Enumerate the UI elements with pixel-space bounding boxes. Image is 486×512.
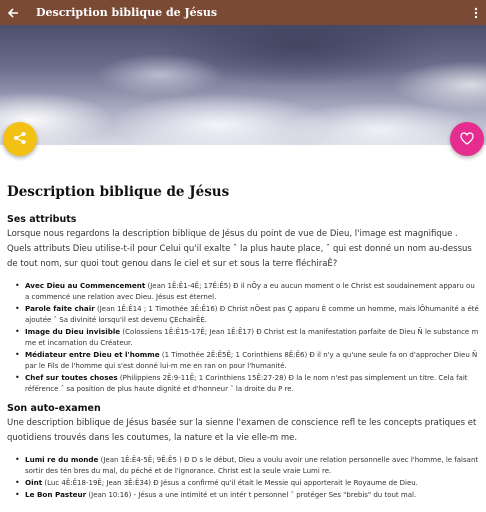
item-text: (Jean 10:16) - Jésus a une intimité et un intér t personnel ˆ protéger Ses "brebis" du tout mal. [88,491,417,499]
article-title: Description biblique de Jésus [7,184,230,200]
item-term: Le Bon Pasteur [25,490,87,499]
more-vert-icon[interactable] [474,0,478,25]
list-item [25,372,479,395]
header-image-clouds [0,25,486,145]
item-term: Parole faite chair [25,304,95,313]
list-item [25,280,479,303]
attributes-list [7,280,479,395]
item-text: (Colossiens 1Ê:Ê15-17Ê; Jean 1Ê:Ê17) Ð Christ est la manifestation parfaite de Dieu Ñ le substance m me et incarnation du Créateur. [25,328,479,347]
list-item [25,303,479,326]
item-text: (Luc 4Ê:Ê18-19Ê; Jean 3Ê:Ê34) Ð Jésus a confirmé qu'il était le Messie qui apporterait le Royaume de Dieu. [44,479,418,487]
section-intro: Une description biblique de Jésus basée sur la sienne l'examen de conscience refl te les concepts pratiques et quotidiens trouvés dans les coutumes, la nature et la vie elle-m me. [7,418,477,443]
item-text: (Philippiens 2Ê:9-11Ê; 1 Corinthiens 15Ê:27-28) Ð la le nom n'est pas simplement un titre. Cela fait référence ˆ sa position de plus haute dignité et d'honneur ˆ la droite du P re. [25,374,468,393]
item-term: Lumi re du monde [25,455,99,464]
arrow-left-icon[interactable] [0,0,26,25]
item-term: Oint [25,478,43,487]
section-heading: Ses attributs [7,214,77,225]
item-text: (1 Timothée 2Ê:Ê5Ê; 1 Corinthiens 8Ê:Ê6) Ð il n'y a qu'une seule fa on d'approcher Dieu Ñ par le Fils de l'homme qui s'est donné lui-m me en ran on pour l'humanité. [25,351,478,370]
list-item [25,349,479,372]
section-intro: Lorsque nous regardons la description biblique de Jésus du point de vue de Dieu, l'image est magnifique . Quels attributs Dieu utilise-t-il pour Celui qu'il exalte ˆ la plus haute place, ˆ qui est donné un nom au-dessus de tout nom, sur quoi tout genou dans le ciel et sur et sous la terre fléchiraÊ? [7,229,472,269]
list-item [25,326,479,349]
list-item [25,489,479,501]
app-bar-title: Description biblique de Jésus [36,6,218,19]
section-heading: Son auto-examen [7,403,101,414]
item-text: (Jean 1Ê:Ê4-5Ê; 9Ê:Ê5 ) Ð D s le début, Dieu a voulu avoir une relation personnelle avec l'homme, le faisant sortir des tén bres du mal, du péché et de l'ignorance. Christ est la seule vraie Lumi re. [25,456,479,475]
item-term: Médiateur entre Dieu et l'homme [25,350,160,359]
item-text: (Jean 1Ê:Ê1-4Ê; 17Ê:Ê5) Ð il nÕy a eu aucun moment o le Christ est soudainement apparu ou a commencé une relation avec Dieu. Jésus est éternel. [25,282,475,301]
share-icon [13,130,27,149]
share-button[interactable] [3,122,37,156]
list-item [25,454,479,477]
item-term: Image du Dieu invisible [25,327,121,336]
heart-icon [460,130,474,149]
app-bar [0,0,486,25]
item-text: (Jean 1Ê:Ê14 ; 1 Timothée 3Ê:Ê16) Ð Christ nÕest pas Ç apparu È comme un homme, mais lÕhumanité a été ajoutée ˆ Sa divinité lorsqu'il est devenu ÇEchairÊÈ. [25,305,479,324]
article-content [7,178,479,509]
item-term: Chef sur toutes choses [25,373,118,382]
item-term: Avec Dieu au Commencement [25,281,146,290]
self-exam-list [7,454,479,501]
favorite-button[interactable] [450,122,484,156]
list-item [25,477,479,489]
